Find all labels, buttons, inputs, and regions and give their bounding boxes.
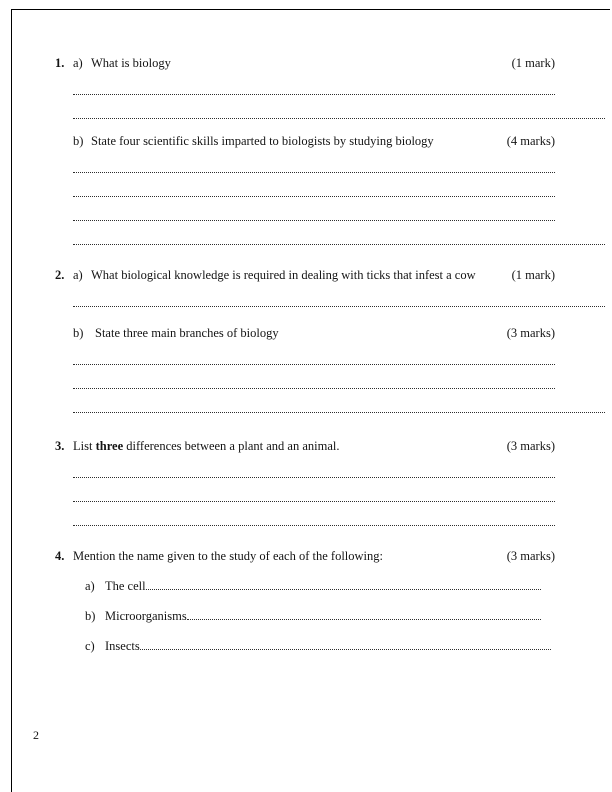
question-4a-label: a) bbox=[85, 579, 95, 593]
page-number: 2 bbox=[33, 728, 39, 742]
question-1b-marks: (4 marks) bbox=[506, 134, 555, 148]
question-1b-row bbox=[55, 133, 555, 149]
answer-line bbox=[73, 389, 605, 413]
question-1 bbox=[55, 55, 555, 245]
question-2a-text: What biological knowledge is required in dealing with ticks that infest a cow bbox=[91, 268, 476, 282]
question-3-row bbox=[55, 438, 555, 454]
answer-line bbox=[73, 149, 555, 173]
question-3-text-post: differences between a plant and an animal. bbox=[123, 439, 340, 453]
exam-page-content bbox=[55, 55, 555, 654]
question-4a-text: The cell bbox=[105, 579, 146, 593]
question-4 bbox=[55, 548, 555, 654]
answer-line bbox=[73, 478, 555, 502]
question-3-answer-area bbox=[73, 454, 555, 526]
question-1a-label: a) bbox=[73, 56, 83, 70]
question-1b-label: b) bbox=[73, 134, 84, 148]
question-1b-text: State four scientific skills imparted to biologists by studying biology bbox=[91, 134, 434, 148]
question-1a-marks: (1 mark) bbox=[511, 56, 555, 70]
question-2 bbox=[55, 267, 555, 413]
question-1-number: 1. bbox=[55, 56, 65, 70]
question-4a-row bbox=[85, 578, 555, 594]
question-4c-label: c) bbox=[85, 639, 95, 653]
question-2b-answer-area bbox=[73, 341, 555, 413]
question-4-text: Mention the name given to the study of each of the following: bbox=[73, 549, 383, 563]
question-2b-row bbox=[55, 325, 555, 341]
question-4b-row bbox=[85, 608, 555, 624]
answer-line bbox=[73, 95, 605, 119]
answer-leader-line bbox=[140, 649, 551, 650]
question-2a-label: a) bbox=[73, 268, 83, 282]
answer-line bbox=[73, 365, 555, 389]
question-3 bbox=[55, 438, 555, 526]
question-1a-text: What is biology bbox=[91, 56, 171, 70]
answer-leader-line bbox=[187, 619, 541, 620]
answer-line bbox=[73, 283, 605, 307]
answer-line bbox=[73, 454, 555, 478]
answer-line bbox=[73, 71, 555, 95]
question-2b-label: b) bbox=[73, 326, 84, 340]
question-4b-text: Microorganisms bbox=[105, 609, 187, 623]
question-2b-marks: (3 marks) bbox=[506, 326, 555, 340]
question-4-number: 4. bbox=[55, 549, 65, 563]
question-4-row bbox=[55, 548, 555, 564]
question-2a-row bbox=[55, 267, 555, 283]
question-4-marks: (3 marks) bbox=[506, 549, 555, 563]
question-1a-row bbox=[55, 55, 555, 71]
question-3-marks: (3 marks) bbox=[506, 439, 555, 453]
question-3-text-pre: List bbox=[73, 439, 96, 453]
question-2-number: 2. bbox=[55, 268, 65, 282]
answer-line bbox=[73, 502, 555, 526]
question-4c-row bbox=[85, 638, 555, 654]
question-2a-marks: (1 mark) bbox=[511, 268, 555, 282]
question-3-text bbox=[73, 438, 507, 454]
answer-line bbox=[73, 341, 555, 365]
question-2a-answer-area bbox=[73, 283, 555, 307]
answer-leader-line bbox=[146, 589, 541, 590]
answer-line bbox=[73, 197, 555, 221]
question-4b-label: b) bbox=[85, 609, 96, 623]
question-4c-text: Insects bbox=[105, 639, 140, 653]
answer-line bbox=[73, 173, 555, 197]
question-3-number: 3. bbox=[55, 439, 65, 453]
question-2b-text: State three main branches of biology bbox=[95, 326, 279, 340]
question-1a-answer-area bbox=[73, 71, 555, 119]
answer-line bbox=[73, 221, 605, 245]
question-1b-answer-area bbox=[73, 149, 555, 245]
question-3-text-bold: three bbox=[95, 439, 124, 453]
